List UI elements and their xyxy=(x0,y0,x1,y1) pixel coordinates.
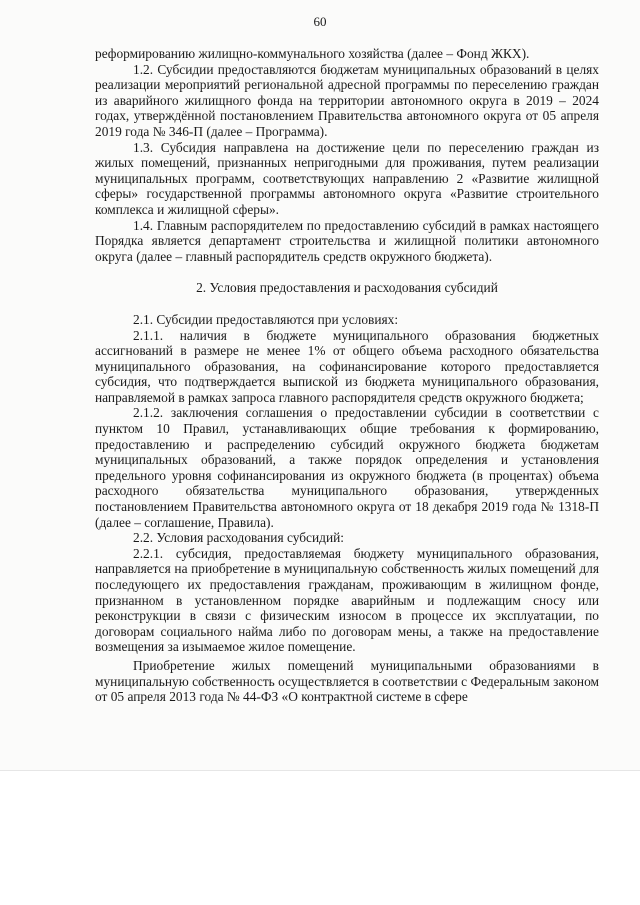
document-body xyxy=(95,46,599,705)
paragraph-2-1-2: 2.1.2. заключения соглашения о предоставлении субсидии в соответствии с пунктом 10 Правил, устанавливающих общие требования к формированию, предоставлению и распределению субсидий окружного бюджета бюджетам муниципальных образований, а также порядок определения и установления предельного уровня софинансирования из окружного бюджета (в процентах) объема расходного обязательства муниципального образования, утвержденных постановлением Правительства автономного округа от 18 декабря 2019 года № 1318-П (далее – соглашение, Правила). xyxy=(95,405,599,530)
paragraph-2-2: 2.2. Условия расходования субсидий: xyxy=(133,530,345,546)
page-number: 60 xyxy=(313,14,327,29)
section-2-heading: 2. Условия предоставления и расходования субсидий xyxy=(196,280,498,296)
paragraph-1-2: 1.2. Субсидии предоставляются бюджетам муниципальных образований в целях реализации мероприятий региональной адресной программы по переселению граждан из аварийного жилищного фонда на территории автономного округа в 2019 – 2024 годах, утверждённой постановлением Правительства автономного округа от 05 апреля 2019 года № 346-П (далее – Программа). xyxy=(95,61,599,139)
paragraph-1-3: 1.3. Субсидия направлена на достижение цели по переселению граждан из жилых помещений, признанных непригодными для проживания, путем реализации муниципальных программ, соответствующих направлению 2 «Развитие жилищной сферы» государственной программы автономного округа «Развитие строительного комплекса и жилищной сферы». xyxy=(95,139,599,217)
paragraph-2-1: 2.1. Субсидии предоставляются при условиях: xyxy=(133,311,399,327)
paragraph-procurement: Приобретение жилых помещений муниципальными образованиями в муниципальную собственность осуществляется в соответствии с Федеральным законом от 05 апреля 2013 года № 44-ФЗ «О контрактной системе в сфере xyxy=(95,657,599,705)
paragraph-continuation: реформированию жилищно-коммунального хозяйства (далее – Фонд ЖКХ). xyxy=(95,46,530,61)
paragraph-1-4: 1.4. Главным распорядителем по предоставлению субсидий в рамках настоящего Порядка является департамент строительства и жилищной политики автономного округа (далее – главный распорядитель средств окружного бюджета). xyxy=(95,217,599,264)
paragraph-2-2-1: 2.2.1. субсидия, предоставляемая бюджету муниципального образования, направляется на приобретение в муниципальную собственность жилых помещений для последующего их предоставления гражданам, проживающим в жилищном фонде, признанном в установленном порядке аварийным и подлежащим сносу или реконструкции в связи с физическим износом в процессе их эксплуатации, по договорам социального найма либо по договорам мены, а также на предоставление возмещения за изымаемое жилое помещение. xyxy=(95,545,599,655)
paragraph-2-1-1: 2.1.1. наличия в бюджете муниципального образования бюджетных ассигнований в размере не менее 1% от общего объема расходного обязательства муниципального образования, на софинансирование которого предоставляется субсидия, что подтверждается выпиской из бюджета муниципального образования, направляемой в рамках запроса главного распорядителя средств окружного бюджета; xyxy=(95,327,599,405)
